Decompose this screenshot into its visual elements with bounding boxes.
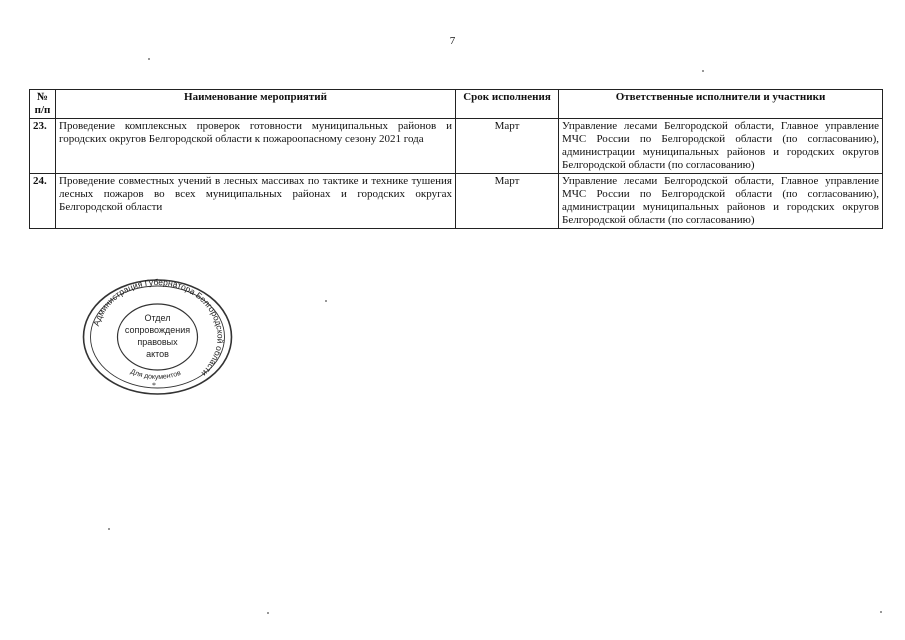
official-stamp	[80, 277, 235, 397]
event-term: Март	[456, 119, 559, 174]
scan-speck	[148, 58, 150, 60]
row-number: 23.	[30, 119, 56, 174]
event-name: Проведение совместных учений в лесных массивах по тактике и технике тушения лесных пожаров во всех муниципальных районах и городских округах Белгородской области	[56, 174, 456, 229]
stamp-bottom-text: Для документов	[129, 368, 182, 382]
event-name: Проведение комплексных проверок готовности муниципальных районов и городских округов Белгородской области к пожароопасному сезону 2021 года	[56, 119, 456, 174]
stamp-center-line: сопровождения	[124, 325, 191, 335]
header-term: Срок исполнения	[456, 90, 559, 119]
row-number: 24.	[30, 174, 56, 229]
scan-speck	[267, 612, 269, 614]
event-responsible: Управление лесами Белгородской области, Главное управление МЧС России по Белгородской области (по согласованию), администрации муниципальных районов и городских округов Белгородской области (по согласованию)	[559, 119, 883, 174]
page-number: 7	[449, 35, 456, 47]
table-header-row	[30, 90, 883, 119]
scan-speck	[108, 528, 110, 530]
header-event-name: Наименование мероприятий	[56, 90, 456, 119]
scan-speck	[880, 611, 882, 613]
stamp-center-line: Отдел	[144, 313, 171, 323]
scan-speck	[702, 70, 704, 72]
header-responsible: Ответственные исполнители и участники	[559, 90, 883, 119]
stamp-center-line: правовых	[137, 337, 178, 347]
table-row	[30, 119, 883, 174]
scan-speck	[325, 300, 327, 302]
header-number: № п/п	[30, 90, 56, 119]
event-responsible: Управление лесами Белгородской области, Главное управление МЧС России по Белгородской области (по согласованию), администрации муниципальных районов и городских округов Белгородской области (по согласованию)	[559, 174, 883, 229]
event-term: Март	[456, 174, 559, 229]
stamp-star-icon: *	[152, 381, 156, 390]
stamp-center-line: актов	[146, 349, 169, 359]
events-table	[29, 89, 883, 229]
stamp-ring-text: Администрация Губернатора Белгородской области	[90, 277, 226, 379]
table-row	[30, 174, 883, 229]
